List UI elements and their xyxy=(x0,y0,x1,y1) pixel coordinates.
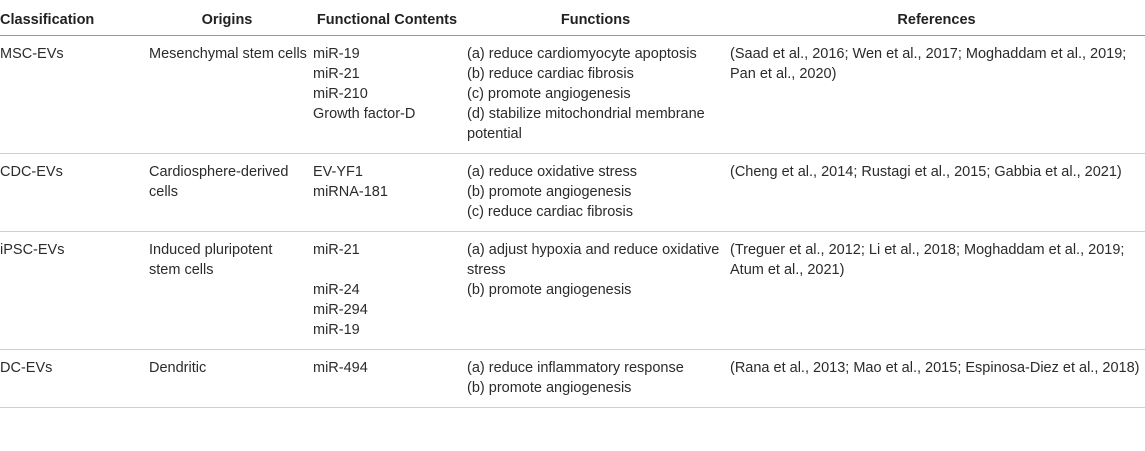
header-references: References xyxy=(728,0,1145,36)
function-item: (a) reduce cardiomyocyte apoptosis xyxy=(467,46,697,62)
references-cell: (Rana et al., 2013; Mao et al., 2015; Espinosa-Diez et al., 2018) xyxy=(728,350,1145,408)
classification-cell: DC-EVs xyxy=(0,350,143,408)
function-item: (b) promote angiogenesis xyxy=(467,184,632,200)
content-spacer xyxy=(313,260,459,280)
header-functions: Functions xyxy=(463,0,728,36)
content-item: EV-YF1 xyxy=(313,164,363,180)
origins-cell: Dendritic xyxy=(143,350,311,408)
content-item: miRNA-181 xyxy=(313,184,388,200)
content-item: miR-21 xyxy=(313,66,360,82)
function-item: (a) adjust hypoxia and reduce oxidative stress xyxy=(467,242,720,278)
contents-cell xyxy=(311,232,463,350)
header-row xyxy=(0,0,1145,36)
function-item: (a) reduce inflammatory response xyxy=(467,360,684,376)
content-item: miR-494 xyxy=(313,360,368,376)
contents-cell xyxy=(311,36,463,154)
functions-cell xyxy=(463,154,728,232)
origins-cell: Mesenchymal stem cells xyxy=(143,36,311,154)
content-item: miR-19 xyxy=(313,322,360,338)
content-item: Growth factor-D xyxy=(313,106,416,122)
classification-cell: iPSC-EVs xyxy=(0,232,143,350)
function-item: (a) reduce oxidative stress xyxy=(467,164,638,180)
header-functional-contents: Functional Contents xyxy=(311,0,463,36)
header-classification: Classification xyxy=(0,0,143,36)
content-item: miR-210 xyxy=(313,86,368,102)
references-cell: (Saad et al., 2016; Wen et al., 2017; Moghaddam et al., 2019; Pan et al., 2020) xyxy=(728,36,1145,154)
function-item: (d) stabilize mitochondrial membrane potential xyxy=(467,106,705,142)
classification-cell: MSC-EVs xyxy=(0,36,143,154)
function-item: (b) promote angiogenesis xyxy=(467,380,632,396)
table-row xyxy=(0,154,1145,232)
functions-cell xyxy=(463,36,728,154)
functions-cell xyxy=(463,350,728,408)
header-origins: Origins xyxy=(143,0,311,36)
contents-cell xyxy=(311,154,463,232)
function-item: (c) reduce cardiac fibrosis xyxy=(467,204,633,220)
origins-cell: Cardiosphere-derived cells xyxy=(143,154,311,232)
references-cell: (Treguer et al., 2012; Li et al., 2018; Moghaddam et al., 2019; Atum et al., 2021) xyxy=(728,232,1145,350)
function-item: (b) promote angiogenesis xyxy=(467,282,632,298)
content-item: miR-24 xyxy=(313,282,360,298)
function-item: (b) reduce cardiac fibrosis xyxy=(467,66,634,82)
content-item: miR-21 xyxy=(313,242,360,258)
content-item: miR-294 xyxy=(313,302,368,318)
contents-cell xyxy=(311,350,463,408)
classification-cell: CDC-EVs xyxy=(0,154,143,232)
table-row xyxy=(0,350,1145,408)
function-item: (c) promote angiogenesis xyxy=(467,86,631,102)
table-row xyxy=(0,232,1145,350)
references-cell: (Cheng et al., 2014; Rustagi et al., 2015; Gabbia et al., 2021) xyxy=(728,154,1145,232)
table-row xyxy=(0,36,1145,154)
content-item: miR-19 xyxy=(313,46,360,62)
origins-cell: Induced pluripotent stem cells xyxy=(143,232,311,350)
functions-cell xyxy=(463,232,728,350)
